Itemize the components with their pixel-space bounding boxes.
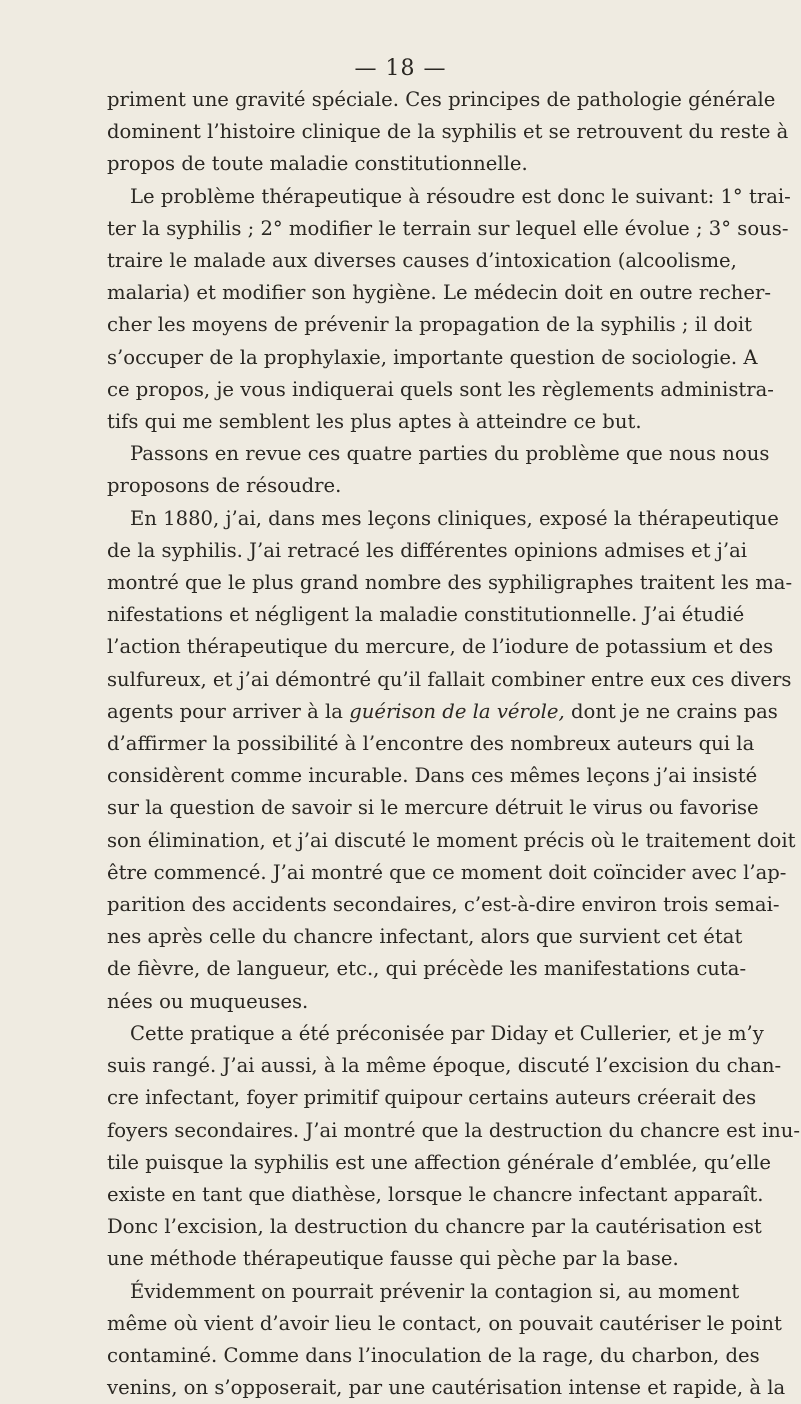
text-run: priment une gravité spéciale. Ces principes de pathologie générale <box>107 88 776 111</box>
text-run: dont je ne crains pas <box>564 699 778 723</box>
text-run: En 1880, j’ai, dans mes leçons cliniques, exposé la thérapeutique <box>130 506 779 530</box>
text-line <box>107 213 789 245</box>
page-number: — 18 — <box>354 56 447 81</box>
text-line <box>107 599 745 631</box>
text-run: même où vient d’avoir lieu le contact, on pouvait cautériser le point <box>107 1311 782 1335</box>
text-line <box>107 1276 740 1308</box>
text-line <box>107 277 772 309</box>
text-run: s’occuper de la prophylaxie, importante question de sociologie. A <box>107 345 758 369</box>
text-run: nées ou muqueuses. <box>107 989 309 1013</box>
text-run: cre infectant, foyer primitif quipour certains auteurs créerait des <box>107 1086 757 1110</box>
text-run: ce propos, je vous indiquerai quels sont les règlements administra- <box>107 377 774 401</box>
text-run: Donc l’excision, la destruction du chancre par la cautérisation est <box>107 1215 762 1239</box>
text-line <box>107 1179 764 1211</box>
text-line <box>107 889 780 921</box>
text-run: être commencé. J’ai montré que ce moment doit coïncider avec l’ap- <box>107 860 787 884</box>
text-run: sulfureux, et j’ai démontré qu’il fallait combiner entre eux ces divers <box>107 667 792 691</box>
text-run: proposons de résoudre. <box>107 474 342 498</box>
text-run: propos de toute maladie constitutionnelle. <box>107 152 528 176</box>
text-run: l’action thérapeutique du mercure, de l’iodure de potassium et des <box>107 635 774 659</box>
text-run: Évidemment on pourrait prévenir la contagion si, au moment <box>130 1279 740 1303</box>
text-run: tifs qui me semblent les plus aptes à atteindre ce but. <box>107 410 642 434</box>
text-line <box>107 148 718 180</box>
text-line <box>107 760 758 792</box>
text-line <box>107 1372 786 1404</box>
text-line <box>107 921 743 953</box>
text-run: tile puisque la syphilis est une affection générale d’emblée, qu’elle <box>107 1150 772 1174</box>
text-line <box>107 342 758 374</box>
text-run: nes après celle du chancre infectant, alors que survient cet état <box>107 925 743 949</box>
text-run: cher les moyens de prévenir la propagation de la syphilis ; il doit <box>107 313 752 337</box>
text-run: malaria) et modifier son hygiène. Le médecin doit en outre recher- <box>107 281 772 305</box>
text-line <box>107 374 774 406</box>
text-line <box>107 631 774 663</box>
text-run: son élimination, et j’ai discuté le moment précis où le traitement doit <box>107 828 796 852</box>
text-run: foyers secondaires. J’ai montré que la destruction du chancre est inu- <box>107 1118 800 1142</box>
text-run: parition des accidents secondaires, c’est-à-dire environ trois semai- <box>107 893 780 917</box>
text-line <box>107 1340 760 1372</box>
text-run: sur la question de savoir si le mercure détruit le virus ou favorise <box>107 796 759 820</box>
text-line <box>107 116 789 148</box>
text-line <box>107 1211 762 1243</box>
text-run: d’affirmer la possibilité à l’encontre des nombreux auteurs qui la <box>107 732 755 756</box>
text-run: Le problème thérapeutique à résoudre est donc le suivant: 1° trai- <box>130 184 791 208</box>
text-line <box>107 84 776 116</box>
text-line <box>107 728 755 760</box>
text-line <box>107 1082 757 1114</box>
text-run: ter la syphilis ; 2° modifier le terrain sur lequel elle évolue ; 3° sous- <box>107 216 789 240</box>
text-run: dominent l’histoire clinique de la syphilis et se retrouvent du reste à <box>107 120 789 144</box>
text-line <box>107 696 778 728</box>
text-line <box>107 1050 782 1082</box>
text-line <box>107 1243 718 1275</box>
text-run: considèrent comme incurable. Dans ces mêmes leçons j’ai insisté <box>107 764 758 788</box>
text-line <box>107 503 779 535</box>
text-run: nifestations et négligent la maladie constitutionnelle. J’ai étudié <box>107 603 745 627</box>
text-line <box>107 1018 764 1050</box>
text-run: Cette pratique a été préconisée par Diday et Cullerier, et je m’y <box>130 1021 764 1045</box>
text-line <box>107 567 793 599</box>
text-line <box>107 857 787 889</box>
text-line <box>107 1308 782 1340</box>
text-line <box>107 986 718 1018</box>
text-line <box>107 438 770 470</box>
text-run: montré que le plus grand nombre des syphiligraphes traitent les ma- <box>107 571 793 595</box>
text-line <box>107 181 791 213</box>
text-line <box>107 535 748 567</box>
text-run: contaminé. Comme dans l’inoculation de la rage, du charbon, des <box>107 1343 760 1367</box>
text-line <box>107 309 752 341</box>
text-line <box>107 825 796 857</box>
text-run: venins, on s’opposerait, par une cautérisation intense et rapide, à la <box>107 1376 786 1400</box>
text-line <box>107 953 747 985</box>
text-line <box>107 664 792 696</box>
text-run: traire le malade aux diverses causes d’intoxication (alcoolisme, <box>107 249 737 273</box>
text-run: de la syphilis. J’ai retracé les différentes opinions admises et j’ai <box>107 538 748 562</box>
text-line <box>107 245 737 277</box>
italic-run: guérison de la vérole, <box>349 699 565 723</box>
text-line <box>107 792 759 824</box>
text-line <box>107 1115 800 1147</box>
text-line <box>107 470 718 502</box>
body-text <box>107 84 800 1404</box>
text-line <box>107 1147 772 1179</box>
text-run: Passons en revue ces quatre parties du problème que nous nous <box>130 442 770 466</box>
text-run: agents pour arriver à la <box>107 699 350 723</box>
text-run: une méthode thérapeutique fausse qui pèche par la base. <box>107 1247 679 1271</box>
text-run: de fièvre, de langueur, etc., qui précède les manifestations cuta- <box>107 957 747 981</box>
text-run: existe en tant que diathèse, lorsque le chancre infectant apparaît. <box>107 1182 764 1206</box>
text-line <box>107 406 718 438</box>
text-run: suis rangé. J’ai aussi, à la même époque, discuté l’excision du chan- <box>107 1054 782 1078</box>
